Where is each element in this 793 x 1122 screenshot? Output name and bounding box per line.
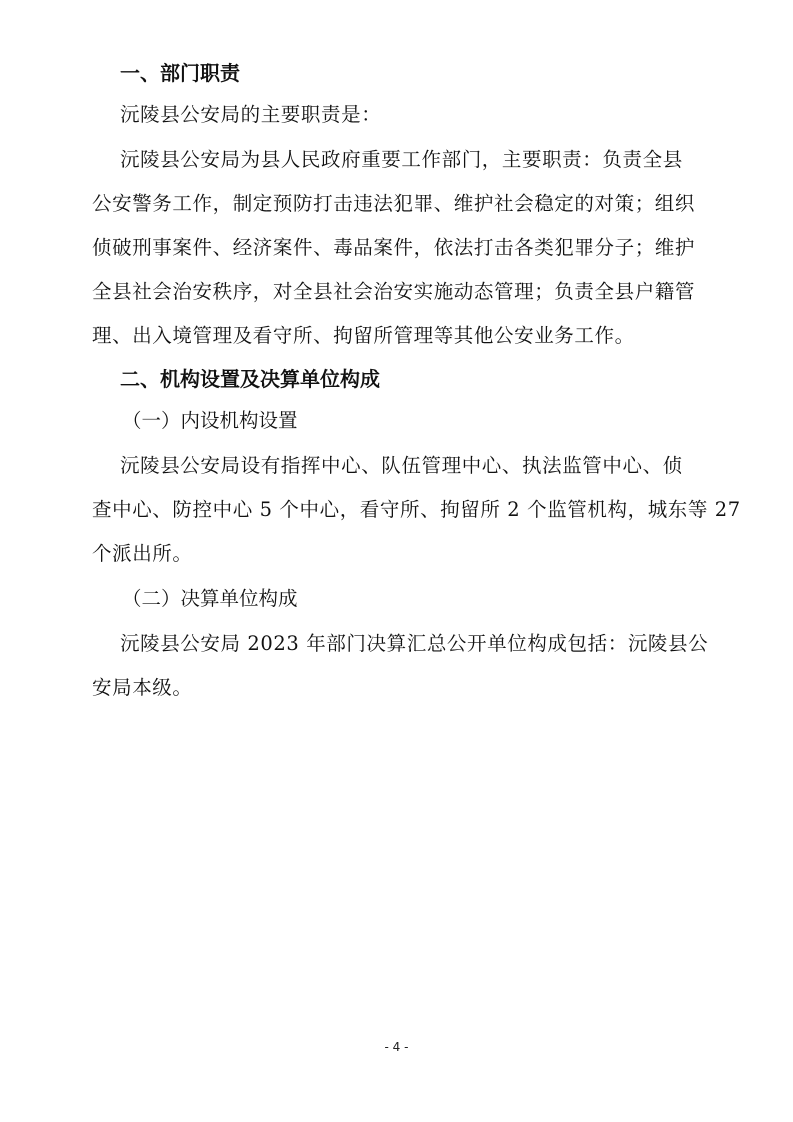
accounting-units-paragraph	[92, 622, 718, 710]
duties-line: 沅陵县公安局为县人民政府重要工作部门，主要职责：负责全县	[120, 148, 683, 171]
duties-intro: 沅陵县公安局的主要职责是：	[120, 103, 382, 126]
page-number: - 4 -	[384, 1040, 409, 1054]
duties-line: 公安警务工作，制定预防打击违法犯罪、维护社会稳定的对策；组织	[92, 192, 696, 215]
units-line: 沅陵县公安局 2023 年部门决算汇总公开单位构成包括：沅陵县公	[120, 632, 709, 655]
duties-paragraph	[92, 138, 718, 358]
document-content	[92, 54, 741, 710]
units-line: 安局本级。	[92, 676, 193, 699]
section-heading-organization: 二、机构设置及决算单位构成	[120, 367, 380, 391]
duties-line: 全县社会治安秩序，对全县社会治安实施动态管理；负责全县户籍管	[92, 280, 696, 303]
internal-structure-paragraph	[92, 444, 741, 576]
subsection-title-accounting-units: （二）决算单位构成	[122, 587, 298, 610]
duties-line: 侦破刑事案件、经济案件、毒品案件，依法打击各类犯罪分子；维护	[92, 236, 696, 259]
duties-line: 理、出入境管理及看守所、拘留所管理等其他公安业务工作。	[92, 324, 635, 347]
section-heading-department-duties: 一、部门职责	[120, 61, 240, 85]
structure-line: 个派出所。	[92, 542, 193, 565]
subsection-title-internal-structure: （一）内设机构设置	[122, 409, 298, 432]
structure-line: 查中心、防控中心 5 个中心，看守所、拘留所 2 个监管机构，城东等 27	[92, 498, 741, 521]
structure-line: 沅陵县公安局设有指挥中心、队伍管理中心、执法监管中心、侦	[120, 454, 683, 477]
